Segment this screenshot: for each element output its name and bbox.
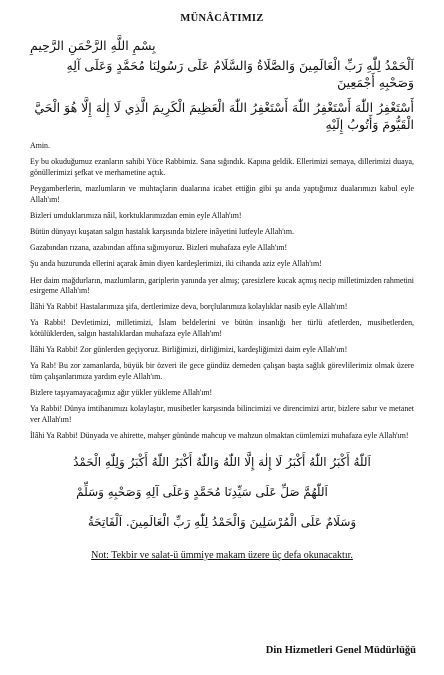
document-title: MÜNÂCÂTIMIZ <box>180 13 264 24</box>
issuer-signature: Din Hizmetleri Genel Müdürlüğü <box>265 645 416 656</box>
prayer-paragraph: Bütün dünyayı kuşatan salgın hastalık karşısında bizlere inâyetini lutfeyle Allah'ım. <box>30 226 294 236</box>
arabic-footer <box>30 454 414 544</box>
salawat-text: اَللّٰهُمَّ صَلِّ عَلَى سَيِّدِنَا مُحَمَّدٍ وَعَلَى آلِهِ وَصَحْبِهِ وَسَلِّمْ <box>76 484 328 499</box>
prayer-paragraph: Bizlere taşıyamayacağımız ağır yükler yükleme Allah'ım! <box>30 388 213 398</box>
prayer-body <box>30 141 414 442</box>
prayer-paragraph: Ya Rabbi! Dünya imtihanımızı kolaylaştır, musibetler karşısında bilincimizi ve direncimizi artır, bizlere sabır ve metanet ver Allah'ım! <box>30 404 414 424</box>
prayer-paragraph: Her daim mağdurların, mazlumların, gariplerin yanında yer almış; çaresizlere kucak açmış necip milletimizden rahmetini esirgeme Allah'ım! <box>30 275 414 296</box>
takbir-text: اَللّٰهُ أَكْبَرُ اللّٰهُ أَكْبَرُ لَا إِلٰهَ إِلَّا اللّٰهُ وَاللّٰهُ أَكْبَرُ اللّٰهُ أَكْبَرُ وَلِلّٰهِ الْحَمْدُ <box>73 454 371 469</box>
istighfar-text: أَسْتَغْفِرُ اللّٰهَ أَسْتَغْفِرُ اللّٰهَ أَسْتَغْفِرُ اللّٰهَ الْعَظِيمَ الْكَرِيمَ الَّذِي لَا إِلٰهَ إِلَّا هُوَ الْحَيَّ الْقَيُّومَ وَأَتُوبُ إِلَيْهِ <box>34 100 414 132</box>
prayer-paragraph: Gazabından rızana, azabından affına sığınıyoruz. Bizleri muhafaza eyle Allah'ım! <box>30 243 288 253</box>
hamd-text: اَلْحَمْدُ لِلّٰهِ رَبِّ الْعَالَمِينَ وَالصَّلَاةُ وَالسَّلَامُ عَلَى رَسُولِنَا مُحَمَّدٍ وَعَلَى آلِهِ وَصَحْبِهِ أَجْمَعِينَ <box>66 58 414 90</box>
prayer-paragraph: İlâhi Ya Rabbi! Hastalarımıza şifa, dertlerimize deva, borçlularımıza kolaylıklar nasib eyle Allah'ım! <box>30 302 348 312</box>
prayer-paragraph: İlâhi Ya Rabbi! Zor günlerden geçiyoruz. Birliğimizi, dirliğimizi, kardeşliğimizi daim eyle Allah'ım! <box>30 345 348 355</box>
prayer-paragraph: Ey bu okuduğumuz ezanların sahibi Yüce Rabbimiz. Sana sığındık. Kapına geldik. Ellerimizi semaya, dillerimizi duaya, gönüllerimizi şefkat ve merhametine açtık. <box>30 157 414 177</box>
prayer-paragraph: Peygamberlerin, mazlumların ve muhtaçların dualarına icabet ettiğin gibi şu anda yaptığımız dualarımızı kabul eyle Allah'ım! <box>30 183 414 204</box>
prayer-paragraph: Ya Rab! Bu zor zamanlarda, büyük bir özveri ile gece gündüz demeden çalışan başta sağlık görevlilerimiz olmak üzere tüm çalışanlarımıza yardım eyle Allah'ım. <box>30 361 414 382</box>
prayer-paragraph: Ya Rabbi! Devletimizi, milletimizi, İslam beldelerini ve bütün insanlığı her türlü afetlerden, musibetlerden, kötülüklerden, salgın hastalıklardan muhafaza eyle Allah'ım! <box>30 318 414 339</box>
prayer-paragraph: Amin. <box>30 141 50 150</box>
prayer-paragraph: Bizleri umduklarımıza nâil, korktuklarımızdan emin eyle Allah'ım! <box>30 210 242 220</box>
arabic-header <box>30 37 414 139</box>
basmala-text: بِسْمِ اللَّهِ الرَّحْمَنِ الرَّحِيمِ <box>30 38 156 53</box>
closing-prayer-text: وَسَلَامٌ عَلَى الْمُرْسَلِينَ وَالْحَمْدُ لِلّٰهِ رَبِّ الْعَالَمِينَ. اَلْفَاتِحَةُ <box>87 514 357 529</box>
prayer-paragraph: Şu anda huzurunda ellerini açarak âmin diyen kardeşlerimizi, iki cihanda aziz eyle Allah'ım! <box>30 259 322 269</box>
recitation-note: Not: Tekbir ve salat-ü ümmiye makam üzere üç defa okunacaktır. <box>91 549 353 561</box>
prayer-paragraph: İlâhi Ya Rabbi! Dünyada ve ahirette, mahşer gününde mahcup ve mahzun olmaktan cümlemizi muhafaza eyle Allah'ım! <box>30 431 409 441</box>
